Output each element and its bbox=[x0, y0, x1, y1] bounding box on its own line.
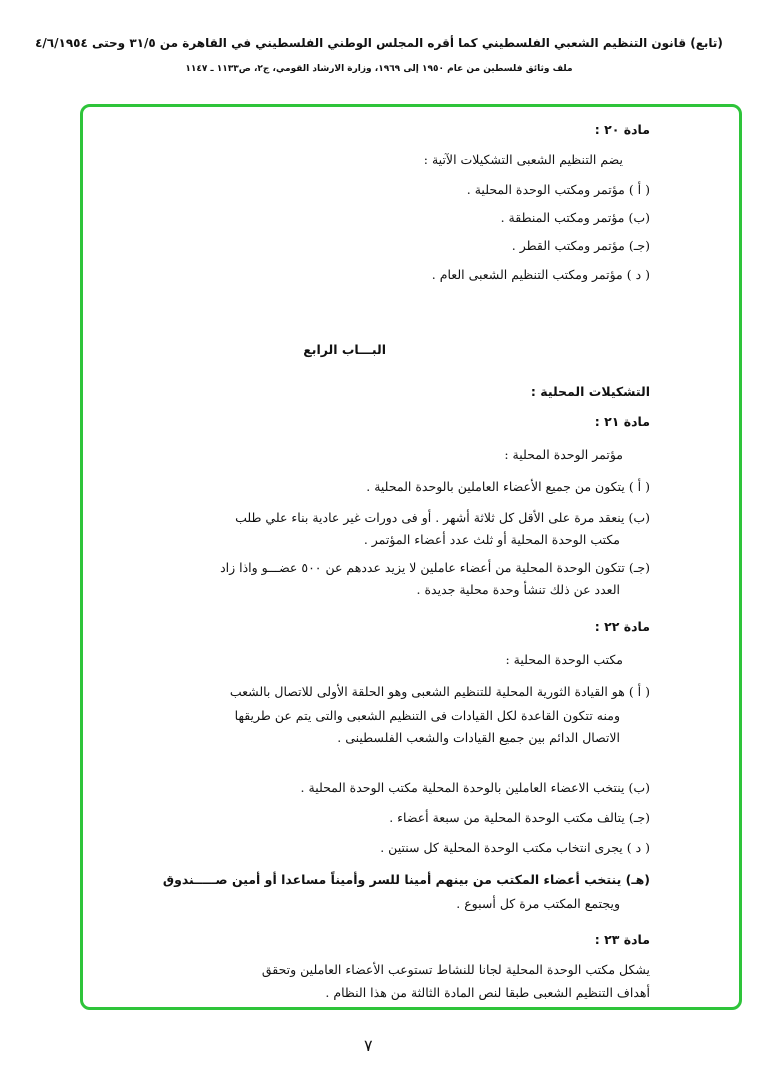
list-item: ( د ) يجرى انتخاب مكتب الوحدة المحلية كل سنتين . bbox=[380, 840, 650, 855]
list-item: (جـ) تتكون الوحدة المحلية من أعضاء عاملين لا يزيد عددهم عن ٥٠٠ عضـــو واذا زاد bbox=[220, 560, 650, 575]
document-source: ملف وثائق فلسطين من عام ١٩٥٠ إلى ١٩٦٩، وزارة الارشاد القومي، ج٢، ص١١٣٣ ـ ١١٤٧ bbox=[185, 64, 573, 74]
list-item-continuation: العدد عن ذلك تنشأ وحدة محلية جديدة . bbox=[416, 582, 620, 597]
document-title: (تابع) قانون التنظيم الشعبي الفلسطيني كما أقره المجلس الوطني الفلسطيني في القاهرة من ٣١/٥ وحتى ٤/٦/١٩٥٤ bbox=[35, 36, 723, 50]
article-heading: مادة ٢٢ : bbox=[594, 619, 650, 634]
list-item: ( د ) مؤتمر ومكتب التنظيم الشعبى العام . bbox=[431, 267, 650, 282]
list-item-continuation: مكتب الوحدة المحلية أو ثلث عدد أعضاء المؤتمر . bbox=[363, 532, 620, 547]
article-intro: مكتب الوحدة المحلية : bbox=[505, 652, 623, 667]
list-item: (جـ) يتالف مكتب الوحدة المحلية من سبعة أعضاء . bbox=[389, 810, 650, 825]
section-title: التشكيلات المحلية : bbox=[530, 384, 650, 399]
list-item: ( أ ) هو القيادة الثورية المحلية للتنظيم الشعبى وهو الحلقة الأولى للاتصال بالشعب bbox=[229, 684, 650, 699]
paragraph-line: أهداف التنظيم الشعبى طبقا لنص المادة الثالثة من هذا النظام . bbox=[325, 985, 650, 1000]
article-heading: مادة ٢١ : bbox=[594, 414, 650, 429]
list-item-continuation: ويجتمع المكتب مرة كل أسبوع . bbox=[456, 896, 620, 911]
paragraph-line: يشكل مكتب الوحدة المحلية لجانا للنشاط تستوعب الأعضاء العاملين وتحقق bbox=[261, 962, 650, 977]
list-item: ( أ ) يتكون من جميع الأعضاء العاملين بالوحدة المحلية . bbox=[366, 479, 650, 494]
page-number: ٧ bbox=[364, 1036, 373, 1055]
article-heading: مادة ٢٣ : bbox=[594, 932, 650, 947]
list-item: (ب) مؤتمر ومكتب المنطقة . bbox=[500, 210, 650, 225]
list-item: (ب) ينتخب الاعضاء العاملين بالوحدة المحلية مكتب الوحدة المحلية . bbox=[300, 780, 650, 795]
article-heading: مادة ٢٠ : bbox=[594, 122, 650, 137]
list-item: (جـ) مؤتمر ومكتب القطر . bbox=[511, 238, 650, 253]
article-intro: يضم التنظيم الشعبى التشكيلات الآتية : bbox=[423, 152, 623, 167]
article-intro: مؤتمر الوحدة المحلية : bbox=[504, 447, 623, 462]
list-item-continuation: ومنه تتكون القاعدة لكل القيادات فى التنظيم الشعبى والتى يتم عن طريقها bbox=[234, 708, 620, 723]
list-item: (ب) ينعقد مرة على الأقل كل ثلاثة أشهر . أو فى دورات غير عادية بناء علي طلب bbox=[235, 510, 650, 525]
list-item: (هـ) ينتخب أعضاء المكتب من بينهم أمينا للسر وأميناً مساعدا أو أمين صـــــندوق bbox=[162, 872, 650, 887]
list-item-continuation: الاتصال الدائم بين جميع القيادات والشعب الفلسطينى . bbox=[337, 730, 620, 745]
list-item: ( أ ) مؤتمر ومكتب الوحدة المحلية . bbox=[466, 182, 650, 197]
chapter-title: البـــاب الرابع bbox=[303, 342, 386, 357]
